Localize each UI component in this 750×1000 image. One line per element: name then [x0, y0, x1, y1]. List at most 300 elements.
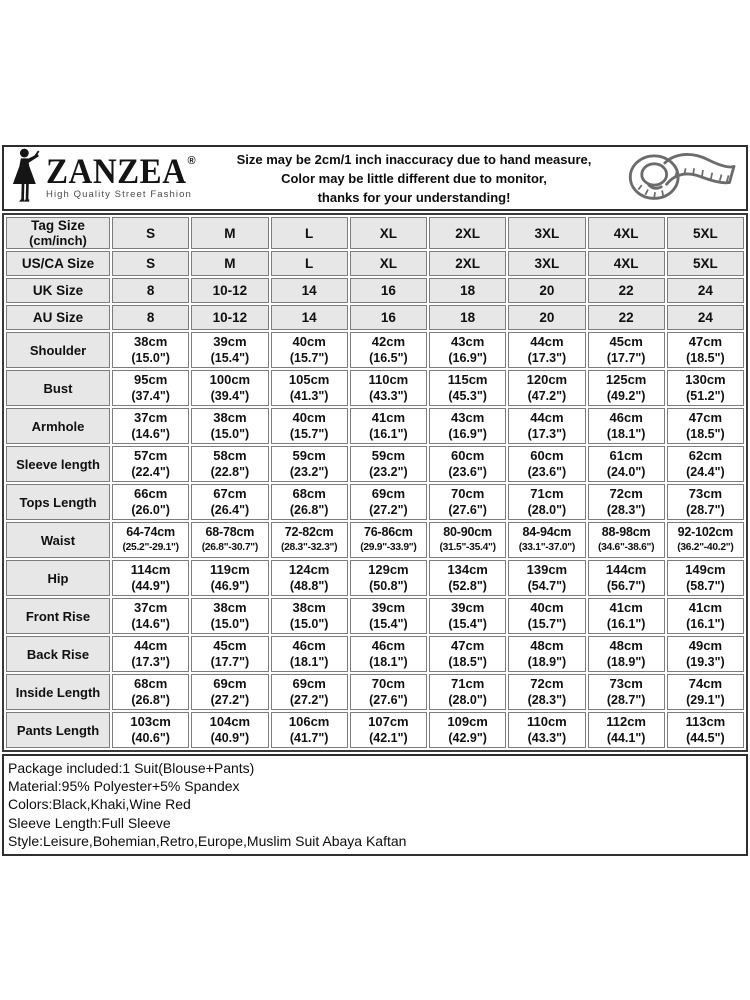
- cm-value: 100cm: [209, 372, 251, 387]
- inch-value: (26.4"): [210, 503, 250, 517]
- inch-value: (27.6"): [448, 503, 487, 517]
- inch-value: (36.2"-40.2"): [677, 542, 734, 553]
- measure-cell: [429, 446, 506, 482]
- measure-cell: [429, 522, 506, 558]
- size-cell: 24: [667, 278, 744, 303]
- measure-cell: [112, 636, 189, 672]
- brand-text: [46, 152, 196, 200]
- brand-name: ZANZEA: [46, 152, 187, 192]
- inch-value: (54.7"): [527, 579, 567, 593]
- inch-value: (23.6"): [527, 465, 567, 479]
- measure-cell: [588, 370, 665, 406]
- notice-line: Color may be little different due to monitor,: [281, 170, 547, 186]
- cm-value: 76-86cm: [364, 525, 413, 539]
- measure-cell: [112, 332, 189, 368]
- cm-value: 45cm: [609, 334, 643, 349]
- cm-value: 68-78cm: [205, 525, 255, 539]
- table-row: [6, 560, 744, 596]
- detail-line: Material:95% Polyester+5% Spandex: [8, 778, 240, 795]
- brand-logo: [4, 147, 216, 210]
- cm-value: 73cm: [688, 486, 722, 501]
- cm-value: 59cm: [292, 448, 326, 463]
- detail-line: Package included:1 Suit(Blouse+Pants): [8, 760, 255, 776]
- measure-cell: [112, 522, 189, 558]
- measure-cell: [588, 408, 665, 444]
- measure-cell: [271, 636, 348, 672]
- measure-cell: [191, 636, 268, 672]
- size-cell: 10-12: [191, 305, 268, 330]
- measure-cell: [429, 674, 506, 710]
- inch-value: (27.6"): [369, 693, 408, 707]
- inch-value: (48.8"): [289, 579, 329, 593]
- cm-value: 130cm: [685, 372, 726, 387]
- measure-cell: [191, 332, 268, 368]
- cm-value: 69cm: [213, 676, 247, 691]
- cm-value: 68cm: [134, 676, 168, 691]
- inch-value: (24.0"): [606, 465, 646, 479]
- cm-value: 48cm: [530, 638, 564, 653]
- fashion-woman-silhouette-icon: [12, 147, 42, 210]
- table-row: [6, 712, 744, 748]
- cm-value: 46cm: [609, 410, 643, 425]
- size-cell: 14: [271, 278, 348, 303]
- inch-value: (26.8"-30.7"): [201, 542, 258, 553]
- measure-cell: [429, 598, 506, 634]
- cm-value: 88-98cm: [601, 525, 651, 539]
- measure-cell: [508, 446, 585, 482]
- cm-value: 47cm: [688, 410, 722, 425]
- size-cell: 5XL: [667, 217, 744, 249]
- measure-cell: [508, 332, 585, 368]
- cm-value: 69cm: [292, 676, 326, 691]
- row-label: Back Rise: [6, 636, 110, 672]
- measure-cell: [588, 446, 665, 482]
- inch-value: (14.6"): [131, 427, 170, 441]
- measure-cell: [667, 598, 744, 634]
- size-cell: 3XL: [508, 251, 585, 276]
- cm-value: 112cm: [606, 714, 646, 729]
- row-label: Bust: [6, 370, 110, 406]
- size-cell: 24: [667, 305, 744, 330]
- inch-value: (29.1"): [686, 693, 725, 707]
- size-cell: 20: [508, 278, 585, 303]
- measure-cell: [508, 712, 585, 748]
- table-row: [6, 278, 744, 303]
- measure-cell: [508, 560, 585, 596]
- inch-value: (26.8"): [289, 503, 329, 517]
- inch-value: (26.8"): [131, 693, 170, 707]
- size-cell: L: [271, 251, 348, 276]
- cm-value: 39cm: [213, 334, 247, 349]
- measure-cell: [508, 674, 585, 710]
- cm-value: 39cm: [371, 600, 405, 615]
- size-cell: S: [112, 217, 189, 249]
- size-cell: 18: [429, 305, 506, 330]
- cm-value: 69cm: [371, 486, 405, 501]
- size-table: [2, 213, 748, 752]
- measure-cell: [429, 560, 506, 596]
- cm-value: 125cm: [605, 372, 647, 387]
- cm-value: 46cm: [292, 638, 326, 653]
- inch-value: (27.2"): [289, 693, 329, 707]
- cm-value: 67cm: [213, 486, 247, 501]
- measure-cell: [112, 408, 189, 444]
- inch-value: (49.2"): [606, 389, 646, 403]
- measure-cell: [191, 408, 268, 444]
- measure-cell: [588, 332, 665, 368]
- cm-value: 73cm: [609, 676, 643, 691]
- measure-cell: [350, 598, 427, 634]
- measure-cell: [429, 370, 506, 406]
- table-row: [6, 217, 744, 249]
- inch-value: (23.2"): [369, 465, 408, 479]
- row-label: Waist: [6, 522, 110, 558]
- row-label: [6, 305, 110, 330]
- cm-value: 92-102cm: [677, 525, 734, 539]
- inch-value: (17.3"): [131, 655, 170, 669]
- inch-value: (14.6"): [131, 617, 170, 631]
- measure-cell: [271, 484, 348, 520]
- table-row: [6, 484, 744, 520]
- cm-value: 71cm: [451, 676, 485, 691]
- cm-value: 70cm: [371, 676, 405, 691]
- inch-value: (15.4"): [448, 617, 487, 631]
- row-label: Sleeve length: [6, 446, 110, 482]
- cm-value: 38cm: [213, 410, 247, 425]
- table-row: [6, 408, 744, 444]
- row-label: Armhole: [6, 408, 110, 444]
- measure-cell: [588, 484, 665, 520]
- table-row: [6, 636, 744, 672]
- row-label-text: AU Size: [32, 310, 84, 325]
- product-details: [2, 754, 748, 856]
- measure-cell: [191, 598, 268, 634]
- inch-value: (56.7"): [606, 579, 646, 593]
- cm-value: 37cm: [134, 410, 168, 425]
- size-cell: 4XL: [588, 251, 665, 276]
- cm-value: 40cm: [292, 334, 326, 349]
- cm-value: 110cm: [526, 714, 567, 729]
- measure-cell: [588, 522, 665, 558]
- inch-value: (44.9"): [131, 579, 170, 593]
- inch-value: (15.0"): [131, 351, 170, 365]
- measure-cell: [667, 446, 744, 482]
- cm-value: 57cm: [134, 448, 168, 463]
- cm-value: 119cm: [209, 562, 250, 577]
- inch-value: (16.1"): [606, 617, 646, 631]
- measure-cell: [350, 484, 427, 520]
- cm-value: 144cm: [605, 562, 647, 577]
- brand-tagline: High Quality Street Fashion: [46, 189, 192, 200]
- size-table-body: [6, 217, 744, 748]
- measure-cell: [112, 446, 189, 482]
- measure-cell: [350, 370, 427, 406]
- inch-value: (37.4"): [131, 389, 170, 403]
- table-row: [6, 251, 744, 276]
- cm-value: 41cm: [688, 600, 722, 615]
- cm-value: 40cm: [530, 600, 564, 615]
- inch-value: (15.0"): [289, 617, 329, 631]
- cm-value: 110cm: [368, 372, 409, 387]
- measure-cell: [112, 484, 189, 520]
- cm-value: 71cm: [530, 486, 564, 501]
- inch-value: (44.5"): [686, 731, 725, 745]
- measure-cell: [350, 332, 427, 368]
- measure-cell: [191, 522, 268, 558]
- measure-cell: [429, 332, 506, 368]
- measure-cell: [112, 712, 189, 748]
- inch-value: (16.5"): [369, 351, 408, 365]
- cm-value: 47cm: [688, 334, 722, 349]
- measure-cell: [508, 484, 585, 520]
- size-cell: 3XL: [508, 217, 585, 249]
- cm-value: 41cm: [371, 410, 405, 425]
- inch-value: (51.2"): [686, 389, 725, 403]
- row-label-text: Tag Size: [31, 218, 85, 233]
- cm-value: 61cm: [609, 448, 643, 463]
- measure-cell: [667, 332, 744, 368]
- inch-value: (41.7"): [289, 731, 329, 745]
- inch-value: (26.0"): [131, 503, 170, 517]
- cm-value: 104cm: [209, 714, 251, 729]
- size-cell: 10-12: [191, 278, 268, 303]
- cm-value: 120cm: [526, 372, 568, 387]
- inch-value: (15.7"): [527, 617, 567, 631]
- size-cell: 18: [429, 278, 506, 303]
- inch-value: (15.7"): [289, 351, 329, 365]
- size-cell: XL: [350, 217, 427, 249]
- inch-value: (28.0"): [527, 503, 567, 517]
- cm-value: 37cm: [134, 600, 168, 615]
- measure-cell: [271, 408, 348, 444]
- measure-cell: [191, 446, 268, 482]
- row-label: [6, 278, 110, 303]
- measure-cell: [191, 712, 268, 748]
- size-chart-content: [2, 145, 748, 856]
- cm-value: 41cm: [609, 600, 643, 615]
- table-row: [6, 370, 744, 406]
- size-cell: 8: [112, 305, 189, 330]
- inch-value: (34.6"-38.6"): [598, 542, 655, 553]
- size-cell: 2XL: [429, 251, 506, 276]
- inch-value: (17.3"): [527, 427, 567, 441]
- measure-cell: [588, 712, 665, 748]
- measure-cell: [350, 446, 427, 482]
- cm-value: 139cm: [526, 562, 568, 577]
- cm-value: 72-82cm: [284, 525, 334, 539]
- inch-value: (16.1"): [686, 617, 725, 631]
- inch-value: (29.9"-33.9"): [360, 542, 417, 553]
- inch-value: (47.2"): [527, 389, 567, 403]
- cm-value: 47cm: [451, 638, 485, 653]
- header: [2, 145, 748, 211]
- cm-value: 46cm: [371, 638, 405, 653]
- measure-cell: [508, 636, 585, 672]
- size-cell: XL: [350, 251, 427, 276]
- detail-line: Colors:Black,Khaki,Wine Red: [8, 796, 191, 813]
- inch-value: (52.8"): [448, 579, 487, 593]
- cm-value: 114cm: [130, 562, 171, 577]
- measure-cell: [271, 560, 348, 596]
- inch-value: (50.8"): [369, 579, 408, 593]
- measure-cell: [271, 598, 348, 634]
- cm-value: 103cm: [130, 714, 171, 729]
- cm-value: 105cm: [288, 372, 330, 387]
- inch-value: (24.4"): [686, 465, 725, 479]
- inch-value: (46.9"): [210, 579, 250, 593]
- cm-value: 149cm: [685, 562, 726, 577]
- size-cell: L: [271, 217, 348, 249]
- measure-cell: [667, 370, 744, 406]
- cm-value: 115cm: [447, 372, 488, 387]
- size-notice: [216, 150, 612, 207]
- cm-value: 72cm: [609, 486, 643, 501]
- size-cell: 16: [350, 278, 427, 303]
- measure-cell: [112, 370, 189, 406]
- measure-cell: [508, 370, 585, 406]
- measure-cell: [667, 522, 744, 558]
- cm-value: 80-90cm: [443, 525, 492, 539]
- row-label: Front Rise: [6, 598, 110, 634]
- measure-cell: [191, 370, 268, 406]
- inch-value: (19.3"): [686, 655, 725, 669]
- cm-value: 44cm: [530, 410, 564, 425]
- row-label-text: US/CA Size: [21, 256, 95, 271]
- row-sublabel: (cm/inch): [29, 233, 87, 248]
- cm-value: 38cm: [213, 600, 247, 615]
- cm-value: 72cm: [530, 676, 564, 691]
- cm-value: 44cm: [530, 334, 564, 349]
- measure-cell: [588, 674, 665, 710]
- inch-value: (28.7"): [606, 693, 646, 707]
- detail-line: Style:Leisure,Bohemian,Retro,Europe,Muslim Suit Abaya Kaftan: [8, 832, 407, 849]
- size-cell: M: [191, 251, 268, 276]
- inch-value: (16.9"): [448, 427, 487, 441]
- measure-cell: [271, 522, 348, 558]
- size-cell: M: [191, 217, 268, 249]
- size-cell: 5XL: [667, 251, 744, 276]
- table-row: [6, 446, 744, 482]
- cm-value: 95cm: [134, 372, 168, 387]
- table-row: [6, 598, 744, 634]
- inch-value: (23.2"): [289, 465, 329, 479]
- cm-value: 113cm: [685, 714, 726, 729]
- cm-value: 43cm: [451, 334, 485, 349]
- measure-cell: [508, 598, 585, 634]
- cm-value: 134cm: [447, 562, 488, 577]
- measure-cell: [112, 674, 189, 710]
- cm-value: 62cm: [688, 448, 722, 463]
- measure-cell: [429, 712, 506, 748]
- table-row: [6, 332, 744, 368]
- inch-value: (31.5"-35.4"): [439, 542, 496, 553]
- measure-cell: [667, 408, 744, 444]
- registered-trademark: ®: [187, 155, 196, 167]
- size-cell: 2XL: [429, 217, 506, 249]
- inch-value: (18.1"): [606, 427, 646, 441]
- cm-value: 44cm: [134, 638, 168, 653]
- measure-cell: [667, 560, 744, 596]
- row-label: [6, 251, 110, 276]
- cm-value: 66cm: [134, 486, 168, 501]
- cm-value: 60cm: [530, 448, 564, 463]
- inch-value: (16.1"): [369, 427, 408, 441]
- measure-cell: [667, 636, 744, 672]
- size-cell: S: [112, 251, 189, 276]
- inch-value: (28.7"): [686, 503, 725, 517]
- inch-value: (18.5"): [448, 655, 487, 669]
- inch-value: (18.5"): [686, 351, 725, 365]
- notice-line: Size may be 2cm/1 inch inaccuracy due to hand measure,: [236, 151, 592, 167]
- inch-value: (28.3"): [606, 503, 646, 517]
- inch-value: (28.3"-32.3"): [281, 542, 338, 553]
- inch-value: (18.1"): [369, 655, 408, 669]
- inch-value: (33.1"-37.0"): [518, 542, 575, 553]
- measure-cell: [350, 674, 427, 710]
- size-cell: 16: [350, 305, 427, 330]
- inch-value: (25.2"-29.1"): [122, 542, 179, 553]
- cm-value: 129cm: [368, 562, 409, 577]
- row-label-text: UK Size: [32, 283, 84, 298]
- row-label: Hip: [6, 560, 110, 596]
- inch-value: (27.2"): [369, 503, 408, 517]
- inch-value: (27.2"): [210, 693, 250, 707]
- measure-cell: [588, 560, 665, 596]
- cm-value: 40cm: [292, 410, 326, 425]
- cm-value: 84-94cm: [522, 525, 572, 539]
- inch-value: (58.7"): [686, 579, 725, 593]
- measure-cell: [350, 522, 427, 558]
- measure-cell: [429, 484, 506, 520]
- inch-value: (17.7"): [210, 655, 250, 669]
- measure-cell: [588, 636, 665, 672]
- inch-value: (18.9"): [527, 655, 567, 669]
- measure-cell: [508, 408, 585, 444]
- row-label: Tops Length: [6, 484, 110, 520]
- inch-value: (43.3"): [369, 389, 408, 403]
- inch-value: (42.1"): [369, 731, 408, 745]
- inch-value: (15.0"): [210, 427, 250, 441]
- inch-value: (41.3"): [289, 389, 329, 403]
- measure-cell: [667, 484, 744, 520]
- inch-value: (15.4"): [210, 351, 250, 365]
- inch-value: (23.6"): [448, 465, 487, 479]
- inch-value: (15.7"): [289, 427, 329, 441]
- row-label: Shoulder: [6, 332, 110, 368]
- cm-value: 38cm: [134, 334, 168, 349]
- size-cell: 14: [271, 305, 348, 330]
- cm-value: 58cm: [213, 448, 247, 463]
- measure-cell: [112, 598, 189, 634]
- table-row: [6, 305, 744, 330]
- measure-cell: [667, 712, 744, 748]
- detail-line: Sleeve Length:Full Sleeve: [8, 814, 171, 831]
- inch-value: (22.4"): [131, 465, 170, 479]
- measure-cell: [271, 332, 348, 368]
- inch-value: (16.9"): [448, 351, 487, 365]
- measure-cell: [350, 560, 427, 596]
- measure-cell: [271, 712, 348, 748]
- measure-cell: [112, 560, 189, 596]
- row-label: Inside Length: [6, 674, 110, 710]
- measure-cell: [191, 674, 268, 710]
- table-row: [6, 674, 744, 710]
- cm-value: 106cm: [288, 714, 330, 729]
- inch-value: (17.7"): [606, 351, 646, 365]
- inch-value: (39.4"): [210, 389, 250, 403]
- cm-value: 107cm: [368, 714, 409, 729]
- measure-cell: [271, 674, 348, 710]
